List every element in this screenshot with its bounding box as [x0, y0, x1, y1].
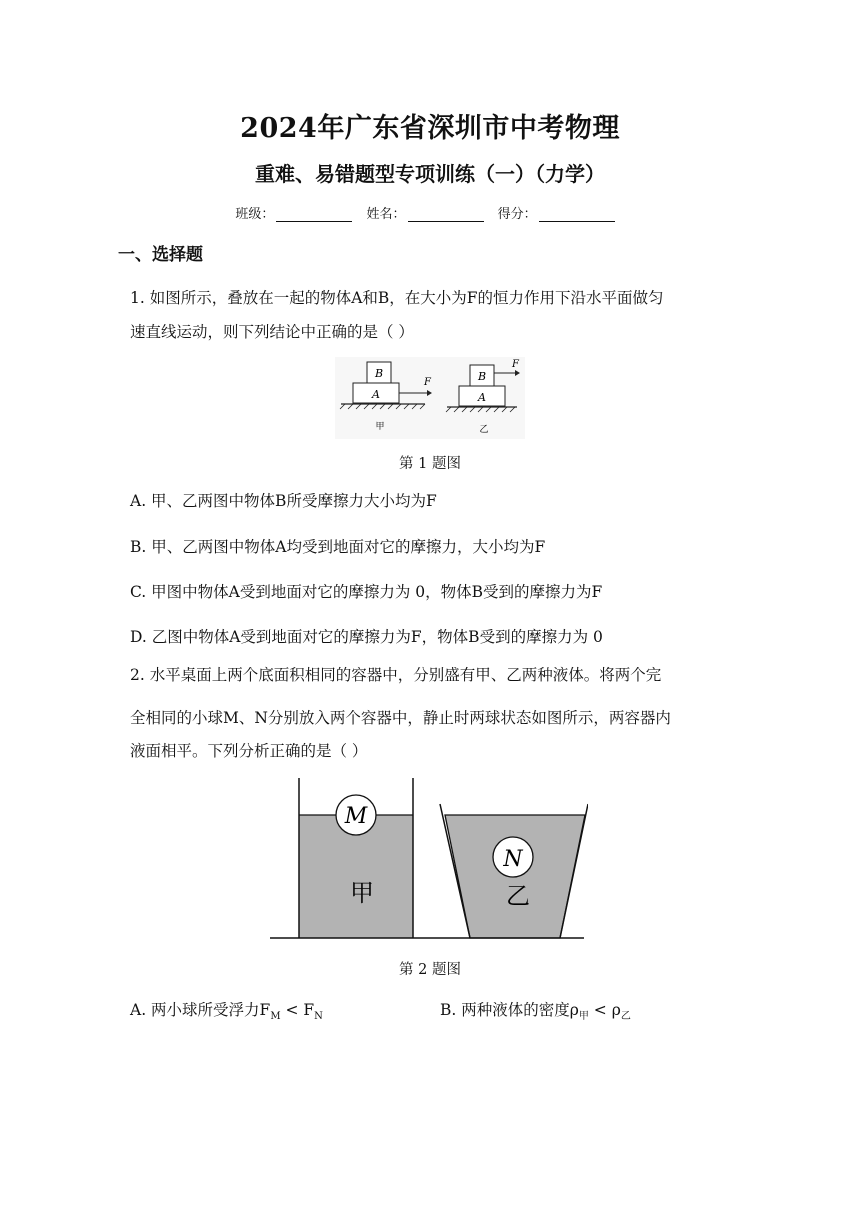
option-a-sub-n: N — [314, 1011, 323, 1023]
option-b-sub-yi: 乙 — [620, 1011, 631, 1023]
student-info-row — [0, 203, 860, 222]
question-1-option-a[interactable]: A. 甲、乙两图中物体B所受摩擦力大小均为F — [130, 492, 437, 510]
question-2-option-b[interactable] — [440, 998, 631, 1022]
question-2-caption: 第 2 题图 — [399, 962, 461, 978]
question-1-line-1: 1. 如图所示，叠放在一起的物体A和B，在大小为F的恒力作用下沿水平面做匀 — [130, 289, 664, 307]
option-b-sub-jia: 甲 — [578, 1011, 589, 1023]
class-label: 班级： — [235, 207, 275, 222]
option-b-text: B. 两种液体的密度ρ — [440, 1001, 579, 1019]
force-label-right: F — [512, 359, 519, 370]
block-a-left-label: A — [372, 388, 380, 401]
option-a-text: A. 两小球所受浮力F — [130, 1001, 271, 1019]
block-a-right-label: A — [478, 391, 486, 404]
option-b-compare: < ρ — [588, 1001, 621, 1019]
question-1-figure — [335, 357, 525, 439]
page-title: 2024年广东省深圳市中考物理 — [240, 113, 620, 144]
score-label: 得分： — [497, 207, 537, 222]
ball-m-label: M — [344, 804, 368, 829]
question-1-option-b[interactable]: B. 甲、乙两图中物体A均受到地面对它的摩擦力，大小均为F — [130, 538, 546, 556]
question-2-figure — [268, 776, 588, 944]
option-a-sub-m: M — [270, 1011, 281, 1023]
block-b-left-label: B — [374, 367, 384, 380]
question-2-line-1: 2. 水平桌面上两个底面积相同的容器中，分别盛有甲、乙两种液体。将两个完 — [130, 666, 662, 684]
liquid-yi-label: 乙 — [506, 882, 530, 910]
page-subtitle: 重难、易错题型专项训练（一）（力学） — [255, 162, 605, 186]
class-field[interactable] — [276, 207, 352, 222]
force-label-left: F — [424, 377, 431, 388]
score-field[interactable] — [539, 207, 615, 222]
question-1-caption: 第 1 题图 — [399, 456, 461, 472]
ball-n-label: N — [503, 847, 523, 872]
question-2-line-3: 液面相平。下列分析正确的是（ ） — [130, 742, 368, 760]
option-a-compare: < F — [280, 1001, 315, 1019]
block-b-right-label: B — [477, 370, 487, 383]
name-label: 姓名： — [366, 207, 406, 222]
figure-label-yi-1: 乙 — [479, 425, 489, 435]
liquid-jia-label: 甲 — [350, 879, 374, 907]
question-2-line-2: 全相同的小球M、N分别放入两个容器中，静止时两球状态如图所示，两容器内 — [130, 709, 671, 727]
question-1-line-2: 速直线运动，则下列结论中正确的是（ ） — [130, 323, 414, 341]
section-title: 一、选择题 — [118, 245, 203, 265]
question-1-option-d[interactable]: D. 乙图中物体A受到地面对它的摩擦力为F，物体B受到的摩擦力为 0 — [130, 628, 603, 646]
figure-label-jia-1: 甲 — [375, 422, 385, 432]
name-field[interactable] — [408, 207, 484, 222]
question-1-option-c[interactable]: C. 甲图中物体A受到地面对它的摩擦力为 0，物体B受到的摩擦力为F — [130, 583, 603, 601]
question-2-option-a[interactable] — [130, 998, 323, 1022]
